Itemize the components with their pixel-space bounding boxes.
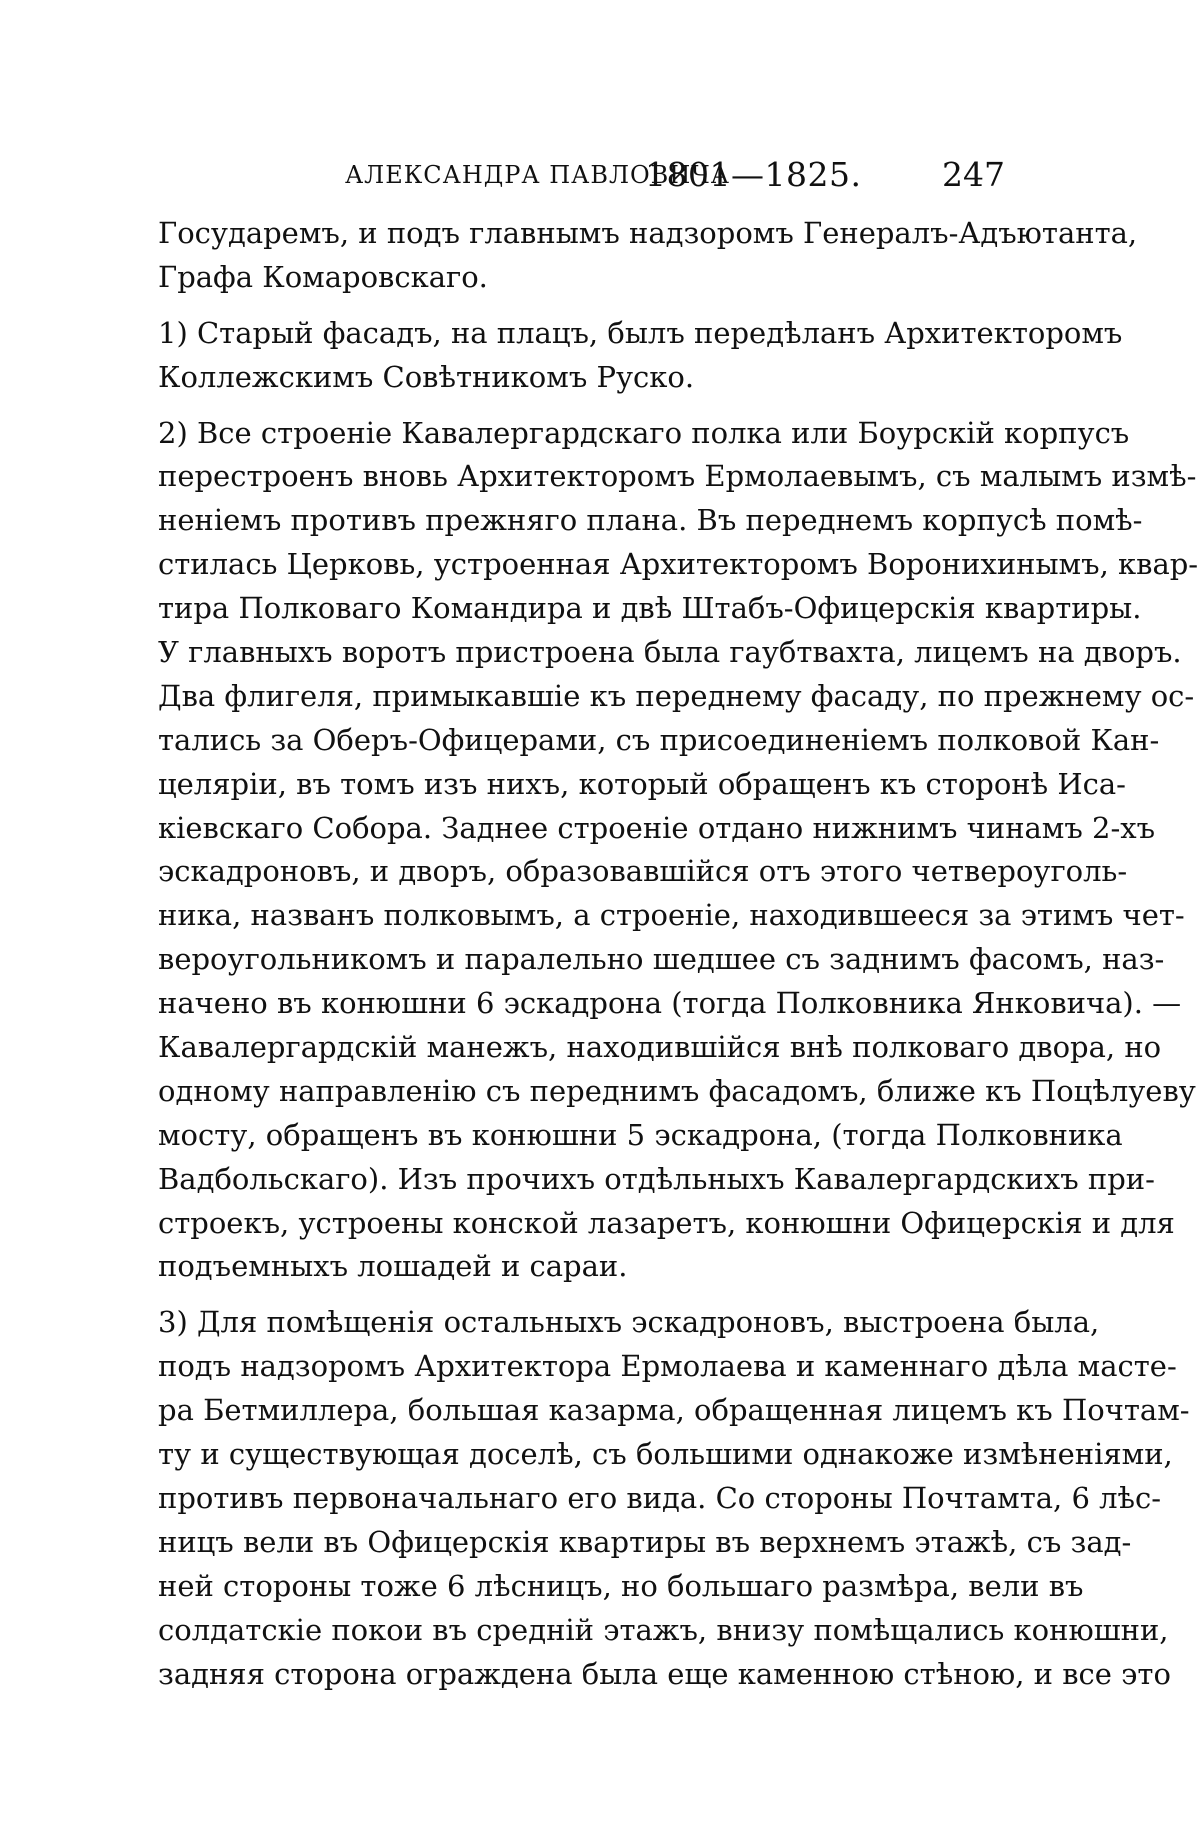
running-head: АЛЕКСАНДРА ПАВЛОВИЧА [345,161,730,189]
text-line: Коллежскимъ Совѣтникомъ Руско. [158,359,695,394]
text-line: стилась Церковь, устроенная Архитекторомъ Воронихинымъ, квар- [158,547,1198,582]
text-line: начено въ конюшни 6 эскадрона (тогда Полковника Янковича). — [158,986,1182,1021]
text-line: ней стороны тоже 6 лѣсницъ, но большаго размѣра, вели въ [158,1568,1084,1603]
paragraph [158,1301,1190,1696]
text-line: подъемныхъ лошадей и сараи. [158,1249,628,1284]
text-line: У главныхъ воротъ пристроена была гаубтвахта, лицемъ на дворъ. [158,635,1182,670]
text-line: Государемъ, и подъ главнымъ надзоромъ Генералъ-Адъютанта, [158,216,1138,250]
text-line: ницъ вели въ Офицерскія квартиры въ верхнемъ этажѣ, съ зад- [158,1524,1132,1559]
text-line: Два флигеля, примыкавшіе къ переднему фасаду, по прежнему ос- [158,678,1195,713]
page-number: 247 [942,155,1005,194]
text-line: 1) Старый фасадъ, на плацъ, былъ передѣланъ Архитекторомъ [158,315,1123,350]
paragraph [158,312,1123,400]
text-line: строекъ, устроены конской лазаретъ, конюшни Офицерскія и для [158,1205,1175,1240]
text-line: Вадбольскаго). Изъ прочихъ отдѣльныхъ Кавалергардскихъ при- [158,1161,1155,1196]
text-line: подъ надзоромъ Архитектора Ермолаева и каменнаго дѣла мастe- [158,1349,1177,1384]
text-line: тались за Оберъ-Офицерами, съ присоединеніемъ полковой Кан- [158,722,1160,757]
paragraph-gap [158,300,1030,312]
text-line: солдатскіе покои въ средній этажъ, внизу помѣщались конюшни, [158,1612,1169,1647]
paragraph-gap [158,1289,1030,1301]
text-line: задняя сторона ограждена была еще каменною стѣною, и все это [158,1656,1171,1691]
paragraph [158,412,1198,1290]
text-line: целяріи, въ томъ изъ нихъ, который обращенъ къ сторонѣ Иса- [158,766,1126,801]
text-line: кіевскаго Собора. Заднее строеніе отдано нижнимъ чинамъ 2-хъ [158,810,1156,845]
text-line: неніемъ противъ прежняго плана. Въ переднемъ корпусѣ помѣ- [158,503,1143,538]
text-line: тира Полковаго Командира и двѣ Штабъ-Офицерскія квартиры. [158,591,1142,626]
header-years: 1801—1825. [645,155,862,194]
text-line: 3) Для помѣщенія остальныхъ эскадроновъ, выстроена была, [158,1305,1100,1340]
text-line: Графа Комаровскаго. [158,259,488,294]
text-line: ра Бетмиллера, большая казарма, обращенная лицемъ къ Почтам- [158,1393,1190,1428]
text-line: вероугольникомъ и паралельно шедшее съ заднимъ фасомъ, наз- [158,942,1165,977]
text-line: противъ первоначальнаго его вида. Со стороны Почтамта, 6 лѣс- [158,1480,1162,1515]
text-line: эскадроновъ, и дворъ, образовавшійся отъ этого четвероуголь- [158,854,1128,889]
text-line: Кавалергардскій манежъ, находившійся внѣ полковаго двора, но [158,1030,1162,1065]
text-line: мосту, обращенъ въ конюшни 5 эскадрона, (тогда Полковника [158,1117,1123,1152]
text-line: перестроенъ вновь Архитекторомъ Ермолаевымъ, съ малымъ измѣ- [158,459,1197,494]
text-line: одному направленію съ переднимъ фасадомъ, ближе къ Поцѣлуеву [158,1073,1196,1108]
paragraph-gap [158,400,1030,412]
text-line: ту и существующая доселѣ, съ большими однакоже измѣненіями, [158,1437,1173,1472]
text-line: ника, названъ полковымъ, а строеніе, находившееся за этимъ чет- [158,898,1185,933]
text-line: 2) Все строеніе Кавалергардскаго полка или Боурскій корпусъ [158,415,1130,450]
body-text [158,212,1198,1696]
paragraph [158,212,1138,300]
page-header [345,155,1005,195]
